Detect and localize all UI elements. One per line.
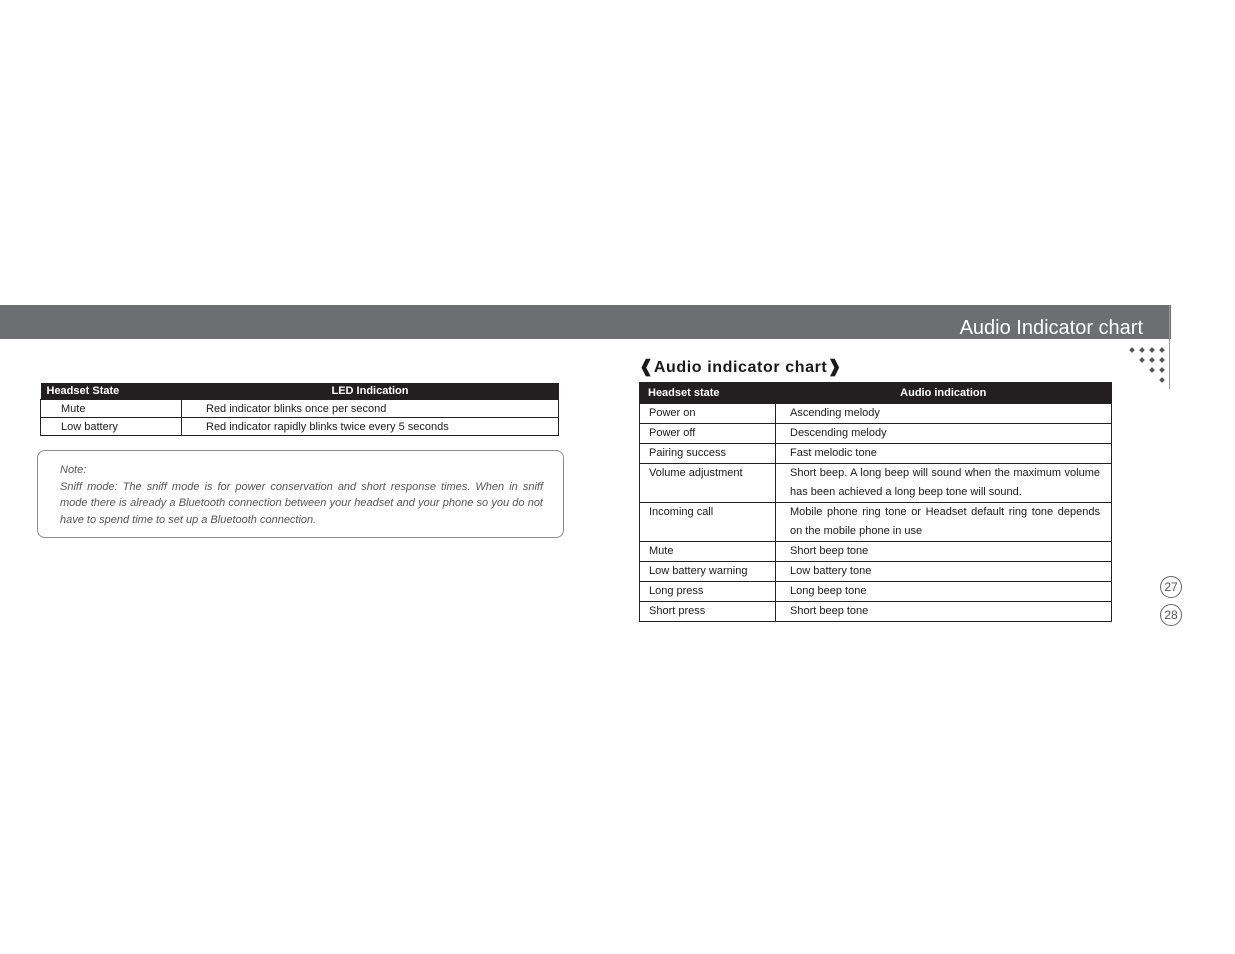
table-row (640, 562, 1112, 582)
section-header-band (0, 305, 1171, 339)
table-cell: Red indicator blinks once per second (182, 400, 559, 418)
audio-indicator-table (639, 382, 1112, 622)
table-header: Headset state (640, 383, 776, 404)
table-cell: Descending melody (776, 424, 1112, 444)
table-row (41, 418, 559, 436)
table-cell: Fast melodic tone (776, 444, 1112, 464)
note-label: Note: (60, 464, 87, 476)
page-number: 27 (1160, 576, 1182, 598)
table-cell: Ascending melody (776, 404, 1112, 424)
table-cell: Mobile phone ring tone or Headset default ring tone depends on the mobile phone in use (776, 503, 1112, 542)
page-title: Audio Indicator chart (959, 317, 1143, 339)
note-text: Sniff mode: The sniff mode is for power conservation and short response times. When in sniff mode there is already a Bluetooth connection between your headset and your phone so you do not have to spend time to set up a Bluetooth connection. (60, 480, 543, 526)
led-indicator-table (40, 383, 559, 436)
table-cell: Low battery warning (640, 562, 776, 582)
table-cell: Long beep tone (776, 582, 1112, 602)
header-divider (1169, 305, 1170, 389)
table-cell: Short press (640, 602, 776, 622)
bracket-left-icon: ❰ (639, 357, 654, 376)
note-box (37, 450, 564, 538)
page-number: 28 (1160, 604, 1182, 626)
table-cell: Short beep. A long beep will sound when the maximum volume has been achieved a long beep tone will sound. (776, 464, 1112, 503)
table-cell: Volume adjustment (640, 464, 776, 503)
table-cell: Low battery (41, 418, 182, 436)
table-row (640, 582, 1112, 602)
table-row (640, 602, 1112, 622)
table-cell: Short beep tone (776, 602, 1112, 622)
table-row (640, 444, 1112, 464)
table-header: Audio indication (776, 383, 1112, 404)
decorative-dots (1128, 346, 1168, 386)
table-row (41, 400, 559, 418)
table-row (640, 464, 1112, 503)
table-cell: Power on (640, 404, 776, 424)
table-header: LED Indication (182, 383, 559, 400)
table-cell: Incoming call (640, 503, 776, 542)
table-cell: Mute (640, 542, 776, 562)
section-heading (639, 357, 842, 377)
table-cell: Long press (640, 582, 776, 602)
table-cell: Mute (41, 400, 182, 418)
table-cell: Short beep tone (776, 542, 1112, 562)
table-cell: Red indicator rapidly blinks twice every 5 seconds (182, 418, 559, 436)
table-row (640, 404, 1112, 424)
table-cell: Power off (640, 424, 776, 444)
table-row (640, 424, 1112, 444)
table-row (640, 503, 1112, 542)
table-cell: Low battery tone (776, 562, 1112, 582)
table-row (640, 542, 1112, 562)
table-header: Headset State (41, 383, 182, 400)
table-cell: Pairing success (640, 444, 776, 464)
bracket-right-icon: ❱ (827, 357, 843, 376)
section-heading-text: Audio indicator chart (653, 359, 828, 376)
